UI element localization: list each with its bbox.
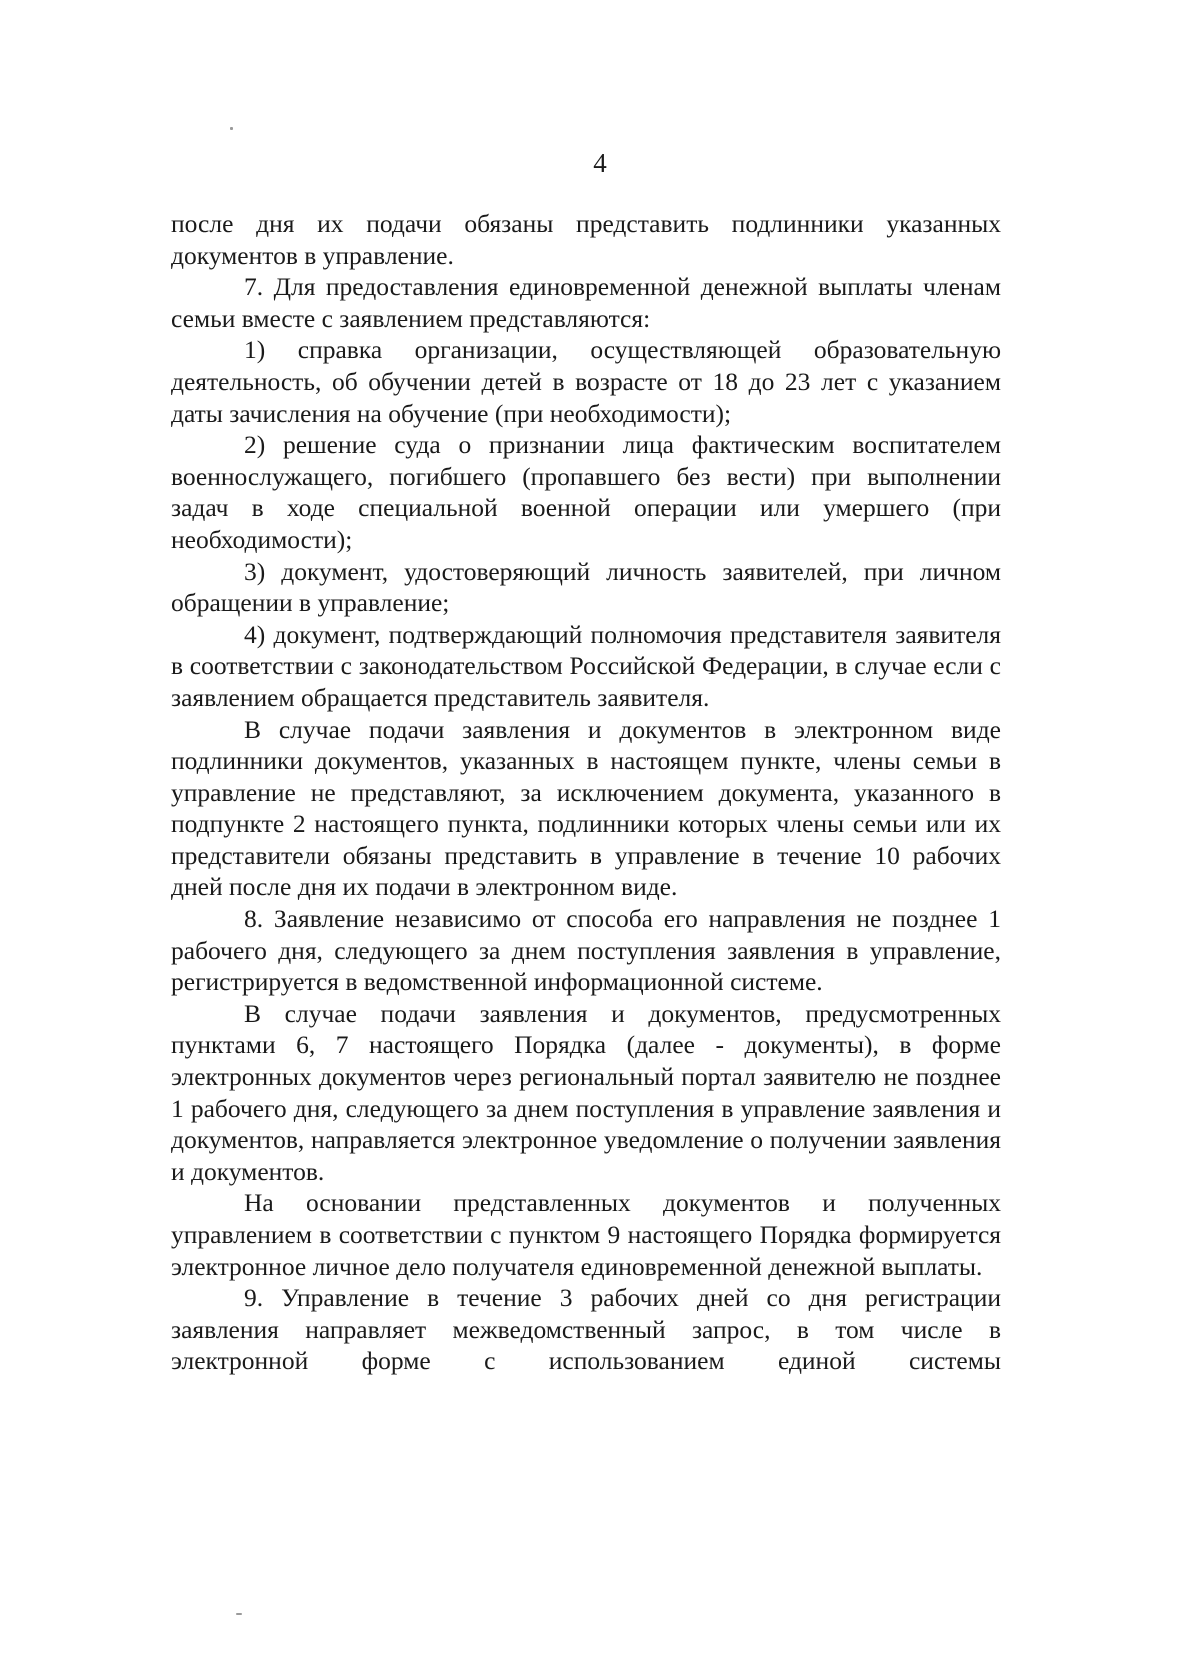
paragraph: 9. Управление в течение 3 рабочих дней со дня регистрации заявления направляет межведомственный запрос, в том числе в электронной форме с использованием единой системы xyxy=(171,1283,1001,1376)
paragraph: В случае подачи заявления и документов в электронном виде подлинники документов, указанных в настоящем пункте, члены семьи в управление не представляют, за исключением документа, указанного в подпункте 2 настоящего пункта, подлинники которых члены семьи или их представители обязаны представить в управление в течение 10 рабочих дней после дня их подачи в электронном виде. xyxy=(171,714,1001,902)
paragraph: 7. Для предоставления единовременной денежной выплаты членам семьи вместе с заявлением представляются: xyxy=(171,272,1001,333)
scan-speck xyxy=(236,1613,242,1615)
paragraph: 8. Заявление независимо от способа его направления не позднее 1 рабочего дня, следующего за днем поступления заявления в управление, регистрируется в ведомственной информационной системе. xyxy=(171,904,1001,997)
paragraph: На основании представленных документов и полученных управлением в соответствии с пунктом 9 настоящего Порядка формируется электронное личное дело получателя единовременной денежной выплаты. xyxy=(171,1188,1001,1281)
paragraph: 2) решение суда о признании лица фактическим воспитателем военнослужащего, погибшего (пропавшего без вести) при выполнении задач в ходе специальной военной операции или умершего (при необходимости); xyxy=(171,430,1001,554)
page-number: 4 xyxy=(593,148,607,178)
paragraph: В случае подачи заявления и документов, предусмотренных пунктами 6, 7 настоящего Порядка (далее - документы), в форме электронных документов через региональный портал заявителю не позднее 1 рабочего дня, следующего за днем поступления в управление заявления и документов, направляется электронное уведомление о получении заявления и документов. xyxy=(171,998,1001,1186)
paragraph: 4) документ, подтверждающий полномочия представителя заявителя в соответствии с законодательством Российской Федерации, в случае если с заявлением обращается представитель заявителя. xyxy=(171,619,1001,712)
paragraph: после дня их подачи обязаны представить подлинники указанных документов в управление. xyxy=(171,209,1001,270)
scan-speck xyxy=(230,127,233,130)
document-body xyxy=(171,208,1001,1377)
paragraph: 1) справка организации, осуществляющей образовательную деятельность, об обучении детей в возрасте от 18 до 23 лет с указанием даты зачисления на обучение (при необходимости); xyxy=(171,335,1001,428)
paragraph: 3) документ, удостоверяющий личность заявителей, при личном обращении в управление; xyxy=(171,556,1001,618)
